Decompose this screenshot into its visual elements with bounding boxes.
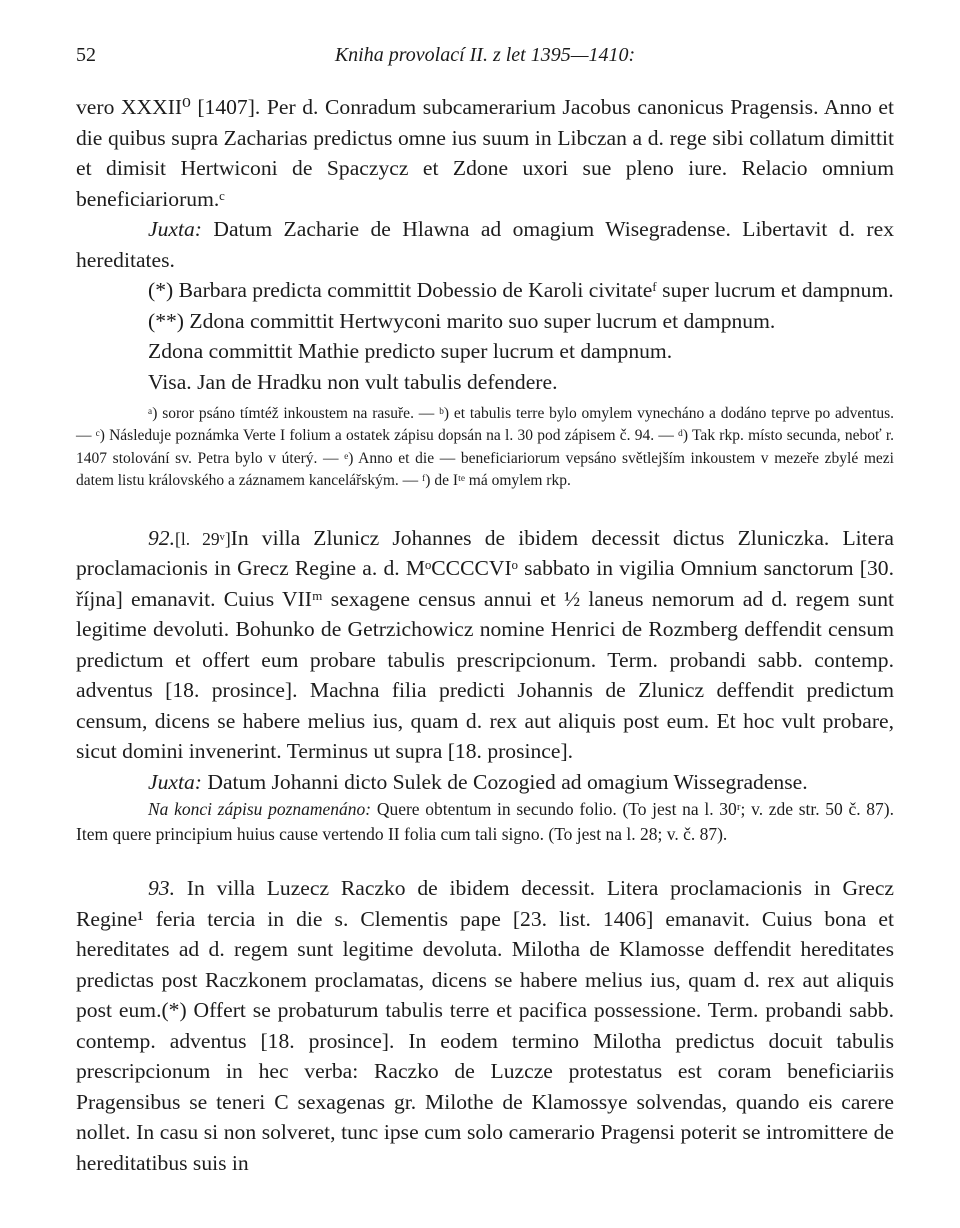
paragraph-note-3: Zdona committit Mathie predicto super lucrum et dampnum.: [148, 339, 673, 363]
paragraph-note-4: Visa. Jan de Hradku non vult tabulis defendere.: [148, 369, 558, 394]
juxta-label: Juxta:: [148, 769, 202, 794]
entry-93-text: 93. In villa Luzecz Raczko de ibidem decessit. Litera proclamacionis in Grecz Regine¹ feria tercia in die s. Clementis pape [23. list. 1406] emanavit. Cuius bona et hereditates ad d. regem sunt legitime devoluta. Milotha de Klamosse deffendit hereditates predictas post Raczkonem proclamatas, dicens se habere melius ius, quam d. rex aut aliquis post eum.(*) Offert se probaturum tabulis terre et pacifica possessione. Term. probandi sabb. contemp. adventus [18. prosince]. In eodem termino Milotha predictus docuit tabulis prescripcionum in hec verba: Raczko de Luzcze protestatus est coram beneficiariis Pragensibus se teneri C sexagenas gr. Milothe de Klamossye solvendas, quando eis carere nollet. In casu si non solveret, tunc ipse cum solo camerario Pragensi poterit se intromittere de hereditatibus suis in: [76, 876, 894, 1175]
footnote-block: ᵃ) soror psáno tímtéž inkoustem na rasuře. — ᵇ) et tabulis terre bylo omylem vynecháno a dodáno teprve po adventus. — ᶜ) Následuje poznámka Verte I folium a ostatek zápisu dopsán na l. 30 pod zápisem č. 94. — ᵈ) Tak rkp. místo secunda, neboť r. 1407 stolování sv. Petra bylo v úterý. — ᵉ) Anno et die — beneficiariorum vepsáno světlejším inkoustem v mezeře zbylé mezi datem listu královského a záznamem kancelářským. — ᶠ) de Iᵗᵉ má omylem rkp.: [76, 405, 894, 490]
entry-93: [76, 873, 894, 1178]
running-header: [76, 44, 894, 76]
main-text: [76, 92, 894, 397]
paragraph-note-2: (**) Zdona committit Hertwyconi marito suo super lucrum et dampnum.: [148, 308, 776, 333]
entry-92-juxta: Juxta: Datum Johanni dicto Sulek de Cozogied ad omagium Wissegradense.: [148, 769, 808, 794]
paragraph-juxta: [76, 214, 894, 275]
folio-reference: [l. 29ᵛ]: [175, 528, 231, 549]
juxta-label: Juxta:: [148, 217, 202, 241]
document-page: [76, 44, 894, 1178]
entry-92: [76, 523, 894, 848]
entry-92-note: Na konci zápisu poznamenáno: Quere obtentum in secundo folio. (To jest na l. 30ʳ; v. zde str. 50 č. 87). Item quere principium huius cause vertendo II folia cum tali signo. (To jest na l. 28; v. č. 87).: [76, 799, 895, 845]
juxta-text: Datum Zacharie de Hlawna ad omagium Wisegradense. Libertavit d. rex hereditates.: [76, 217, 894, 272]
paragraph-entry-continuation: vero XXXII⁰ [1407]. Per d. Conradum subcamerarium Jacobus canonicus Pragensis. Anno et die quibus supra Zacharias predictus omne ius suum in Libczan a d. rege sibi collatum dimittit et dimisit Hertwiconi de Spaczycz et Zdone uxori sue pleno iure. Relacio omnium beneficiariorum.ᶜ: [76, 95, 894, 211]
entry-92-text: 92.[l. 29ᵛ]In villa Zlunicz Johannes de ibidem decessit dictus Zluniczka. Litera proclamacionis in Grecz Regine a. d. MᵒCCCCVIᵒ sabbato in vigilia Omnium sanctorum [30. října] emanavit. Cuius VIIᵐ sexagene census annui et ½ laneus nemorum ad d. regem sunt legitime devoluti. Bohunko de Getrzichowicz nomine Henrici de Rozmberg deffendit censum predictum et offert eum probare tabulis prescripcionum. Term. probandi sabb. contemp. adventus [18. prosince]. Machna filia predicti Johannis de Zlunicz deffendit predictum censum, dicens se habere melius ius, quam d. rex aut aliquis post eum. Et hoc vult probare, sicut domini invenerint. Terminus ut supra [18. prosince].: [76, 525, 894, 764]
note-label: Na konci zápisu poznamenáno:: [148, 799, 372, 820]
footnotes: [76, 403, 894, 493]
entry-number: 92.: [148, 525, 175, 550]
page-number: 52: [76, 44, 96, 66]
running-title: Kniha provolací II. z let 1395—1410:: [334, 44, 636, 66]
paragraph-note-1: (*) Barbara predicta committit Dobessio de Karoli civitateᶠ super lucrum et dampnum.: [148, 278, 894, 302]
entry-number: 93.: [148, 876, 175, 901]
